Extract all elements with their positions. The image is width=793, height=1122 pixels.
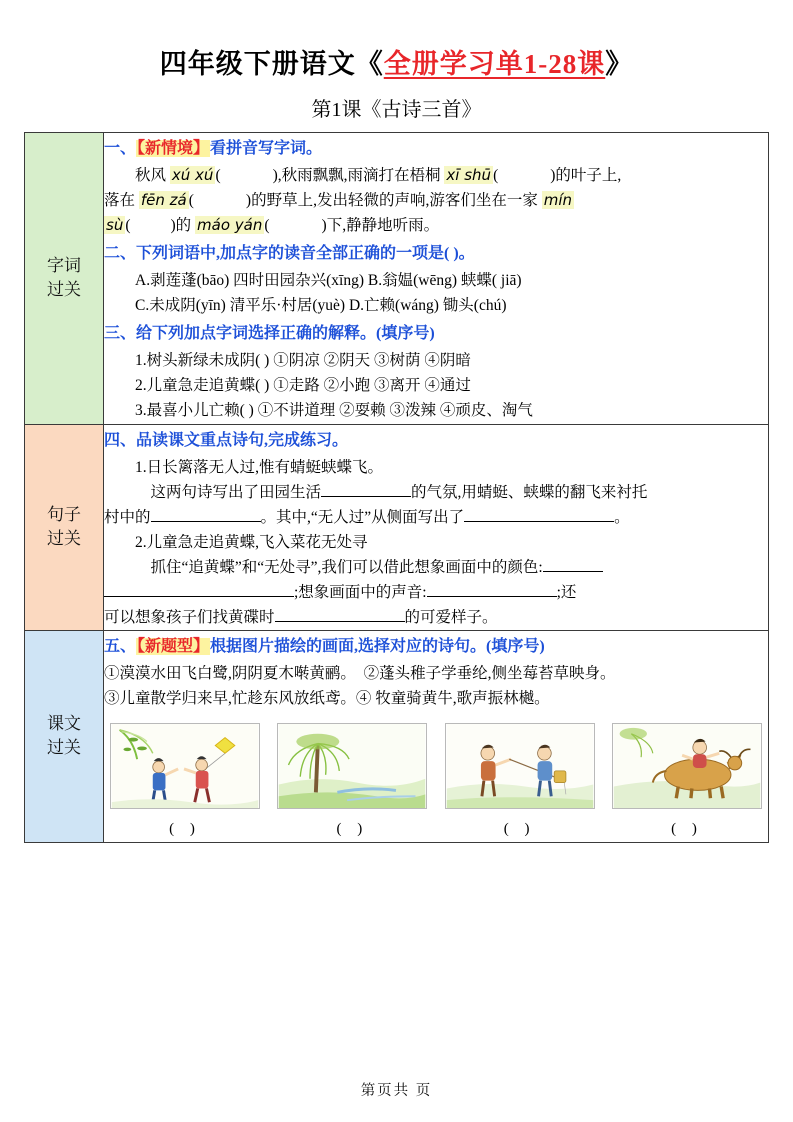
question-number-5: 五、 <box>104 638 137 656</box>
q4-answer-block-2: 抓住“追黄蝶”和“无处寻”,我们可以借此想象画面中的颜色: <box>104 555 768 580</box>
section-body-vocabulary <box>104 133 769 425</box>
picture-willow-field <box>277 723 427 809</box>
table-row-vocabulary <box>25 133 769 425</box>
worksheet-table <box>24 132 769 843</box>
new-context-tag: 【新情境】 <box>137 140 210 157</box>
picture-boy-on-ox <box>612 723 762 809</box>
q4-item-2: 2.儿童急走追黄蝶,飞入菜花无处寻 <box>135 533 368 551</box>
question-text-2: 下列词语中,加点字的读音全部正确的一项是( )。 <box>136 245 475 263</box>
q4-answer-block-2b: ;想象画面中的声音: ;还 <box>104 580 768 605</box>
section-label-line-2: 过关 <box>47 280 81 300</box>
title-suffix: 》 <box>605 49 634 79</box>
section-label-sentences <box>25 424 104 631</box>
picture-cell-1 <box>110 723 260 841</box>
picture-caption-3[interactable]: ( ) <box>503 821 536 838</box>
picture-caption-1[interactable]: ( ) <box>169 821 201 838</box>
section-label-text <box>25 631 104 842</box>
blank-7[interactable] <box>275 621 405 622</box>
title-prefix: 四年级下册语文《 <box>159 49 384 79</box>
section-body-text <box>104 631 769 842</box>
section-label-line-2: 过关 <box>47 738 81 758</box>
section-body-sentences <box>104 424 769 631</box>
question-text-5: 根据图片描绘的画面,选择对应的诗句。(填序号) <box>210 638 545 656</box>
pinyin-xu-xu: xú xú <box>171 165 214 184</box>
pinyin-fen-za: fēn zá <box>140 191 187 210</box>
q3-item-2: 2.儿童急走追黄蝶( ) ①走路 ②小跑 ③离开 ④通过 <box>135 377 471 395</box>
picture-kite-children <box>110 723 260 809</box>
pinyin-su: sù <box>106 216 124 235</box>
new-question-type-tag: 【新题型】 <box>137 638 210 656</box>
question-number-4: 四、 <box>104 431 137 449</box>
q2-option-line-2: C.未成阴(yīn) 清平乐·村居(yuè) D.亡赖(wáng) 锄头(chú) <box>135 297 507 315</box>
blank-6[interactable] <box>427 596 557 597</box>
q4-item-1: 1.日长篱落无人过,惟有蜻蜓蛱蝶飞。 <box>135 458 384 476</box>
table-row-sentences <box>25 424 769 631</box>
question-number-1: 一、 <box>104 140 137 157</box>
picture-caption-2[interactable]: ( ) <box>336 821 369 838</box>
picture-cell-3 <box>445 723 595 841</box>
picture-cell-4 <box>612 723 762 841</box>
blank-3[interactable] <box>464 521 614 522</box>
section-label-line-2: 过关 <box>47 529 81 549</box>
page-title <box>24 0 769 81</box>
q2-option-line-1: A.剥莲蓬(bāo) 四时田园杂兴(xīng) B.翁媪(wēng) 蛱蝶( jiā) <box>135 272 522 290</box>
question-heading-1 <box>104 136 768 162</box>
q1-line-1: 秋风 xú xú ( ),秋雨飘飘,雨滴打在梧桐 xī shū ( )的叶子上, <box>135 165 622 184</box>
section-label-vocabulary <box>25 133 104 425</box>
q4-answer-block-1b: 村中的 。其中,“无人过”从侧面写出了 。 <box>104 508 630 526</box>
section-label-line-1: 课文 <box>47 713 81 733</box>
poem-line-1: ①漠漠水田飞白鹭,阴阴夏木啭黄鹂。 ②蓬头稚子学垂纶,侧坐莓苔草映身。 <box>104 665 616 683</box>
q1-line-3: sù ( )的 máo yán ( )下,静静地听雨。 <box>106 216 440 235</box>
page-footer: 第页共 页 <box>360 1083 433 1099</box>
section-label-line-1: 字词 <box>47 255 81 275</box>
poem-line-2: ③儿童散学归来早,忙趁东风放纸鸢。④ 牧童骑黄牛,歌声振林樾。 <box>104 690 550 708</box>
page-subtitle: 第1课《古诗三首》 <box>311 99 482 121</box>
q4-answer-block-2c: 可以想象孩子们找黄碟时 的可爱样子。 <box>104 609 498 627</box>
question-text-3: 给下列加点字词选择正确的解释。(填序号) <box>136 325 435 343</box>
title-highlight: 全册学习单1-28课 <box>383 49 606 79</box>
section-label-line-1: 句子 <box>47 504 81 524</box>
question-heading-5 <box>104 634 768 660</box>
picture-row <box>104 723 768 841</box>
picture-fishing-boy <box>445 723 595 809</box>
blank-1[interactable] <box>321 496 411 497</box>
question-text-1: 看拼音写字词。 <box>210 140 323 157</box>
picture-cell-2 <box>277 723 427 841</box>
q1-line-2: 落在 fēn zá ( )的野草上,发出轻微的声响,游客们坐在一家 mín <box>104 191 573 210</box>
question-heading-2 <box>104 241 768 267</box>
table-row-text <box>25 631 769 842</box>
blank-5[interactable] <box>104 596 294 597</box>
blank-2[interactable] <box>151 521 261 522</box>
question-heading-4 <box>104 428 768 454</box>
pinyin-min: mín <box>543 191 573 210</box>
question-number-3: 三、 <box>104 325 137 343</box>
pinyin-xi-shu: xī shū <box>446 165 492 184</box>
picture-caption-4[interactable]: ( ) <box>671 821 703 838</box>
q3-item-1: 1.树头新绿未成阴( ) ①阴凉 ②阴天 ③树荫 ④阴暗 <box>135 352 471 370</box>
blank-4[interactable] <box>543 571 603 572</box>
question-text-4: 品读课文重点诗句,完成练习。 <box>136 431 349 449</box>
question-number-2: 二、 <box>104 245 137 263</box>
q3-item-3: 3.最喜小儿亡赖( ) ①不讲道理 ②耍赖 ③泼辣 ④顽皮、淘气 <box>135 402 533 420</box>
pinyin-mao-yan: máo yán <box>197 216 263 235</box>
question-heading-3 <box>104 321 768 347</box>
q4-answer-block-1: 这两句诗写出了田园生活 的气氛,用蜻蜓、蛱蝶的翻飞来衬托 <box>150 483 648 501</box>
